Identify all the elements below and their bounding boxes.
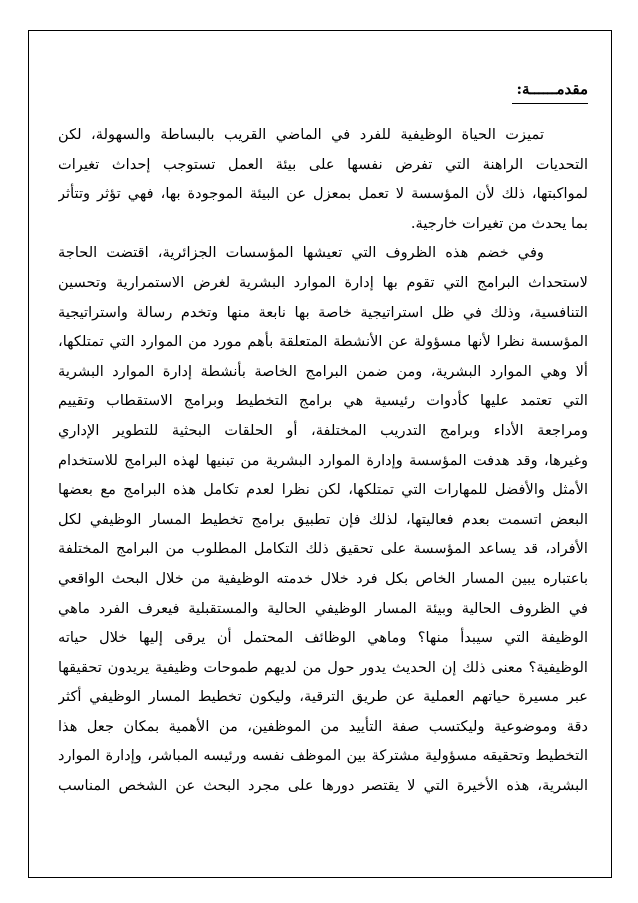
text-line: الوظيفة التي سيبدأ منها؟ وماهي الوظائف المحتمل أن يرقى إليها خلال حياته <box>58 629 588 647</box>
text-line: الأمثل والأفضل للمهارات التي تمتلكها، لكن نظرا لعدم تكامل هذه البرامج مع بعضها <box>58 481 588 499</box>
text-line: الأفراد، قد يساعد المؤسسة على تحقيق ذلك التكامل المطلوب من البرامج المختلفة <box>58 540 588 558</box>
text-line: بما يحدث من تغيرات خارجية. <box>410 214 588 232</box>
text-line: البشرية، هذه الأخيرة التي لا يقتصر دورها على مجرد البحث عن الشخص المناسب <box>58 777 588 795</box>
text-line: المؤسسة نظرا لأنها مسؤولة عن الأنشطة المتعلقة بأهم مورد من الموارد التي تمتلكها، <box>58 333 588 351</box>
text-line: باعتباره يبين المسار الخاص بكل فرد خلال خدمته الوظيفية من خلال البحث الواقعي <box>58 569 588 587</box>
text-line: وغيرها، وقد هدفت المؤسسة وإدارة الموارد البشرية من تبنيها لهذه البرامج للاستخدام <box>58 451 588 469</box>
text-line: ومراجعة الأداء وبرامج التدريب المختلفة، أو الحلقات البحثية للتطوير الإداري <box>58 421 588 439</box>
text-line: عبر مسيرة حياتهم العملية عن طريق الترقية، وليكون تخطيط المسار الوظيفي أكثر <box>58 688 588 706</box>
text-line: لاستحداث البرامج التي تقوم بها إدارة الموارد البشرية لغرض الاستمرارية وتحسين <box>58 273 588 291</box>
text-line: التحديات الراهنة التي تفرض نفسها على بيئة العمل تستوجب إحداث تغيرات <box>58 155 588 173</box>
text-line: التنافسية، وذلك في ظل استراتيجية خاصة بها نابعة منها وتخدم رسالة واستراتيجية <box>58 303 588 321</box>
body-paragraphs <box>58 120 588 801</box>
section-heading: مقدمــــــة: <box>516 80 588 98</box>
text-line: الوظيفية؟ معنى ذلك إن الحديث يدور حول من لديهم طموحات وظيفية يريدون تحقيقها <box>58 658 588 676</box>
text-line: تميزت الحياة الوظيفية للفرد في الماضي القريب بالبساطة والسهولة، لكن <box>58 126 544 143</box>
text-line: التي تعتمد عليها كأدوات رئيسية هي برامج التخطيط وبرامج الاستقطاب وتقييم <box>58 392 588 410</box>
heading-underline <box>512 103 588 104</box>
text-line: البعض اتسمت بعدم فعاليتها، لذلك فإن تطبيق برامج تخطيط المسار الوظيفي لكل <box>58 510 588 528</box>
text-line: لمواكبتها، ذلك لأن المؤسسة لا تعمل بمعزل عن البيئة الموجودة بها، فهي تؤثر وتتأثر <box>58 185 588 203</box>
text-line: ألا وهي الموارد البشرية، ومن ضمن البرامج الخاصة بأنشطة إدارة الموارد البشرية <box>58 362 588 380</box>
text-line: وفي خضم هذه الظروف التي تعيشها المؤسسات الجزائرية، اقتضت الحاجة <box>58 244 544 262</box>
text-line: في الظروف الحالية وبيئة المسار الوظيفي الحالية والمستقبلية فيعرف الفرد ماهي <box>58 599 588 617</box>
text-line: دقة وموضوعية وليكتسب صفة التأييد من الموظفين، من الأهمية بمكان جعل هذا <box>58 717 588 735</box>
text-line: التخطيط وتحقيقه مسؤولية مشتركة بين الموظف نفسه ورئيسه المباشر، وإدارة الموارد <box>58 747 588 765</box>
